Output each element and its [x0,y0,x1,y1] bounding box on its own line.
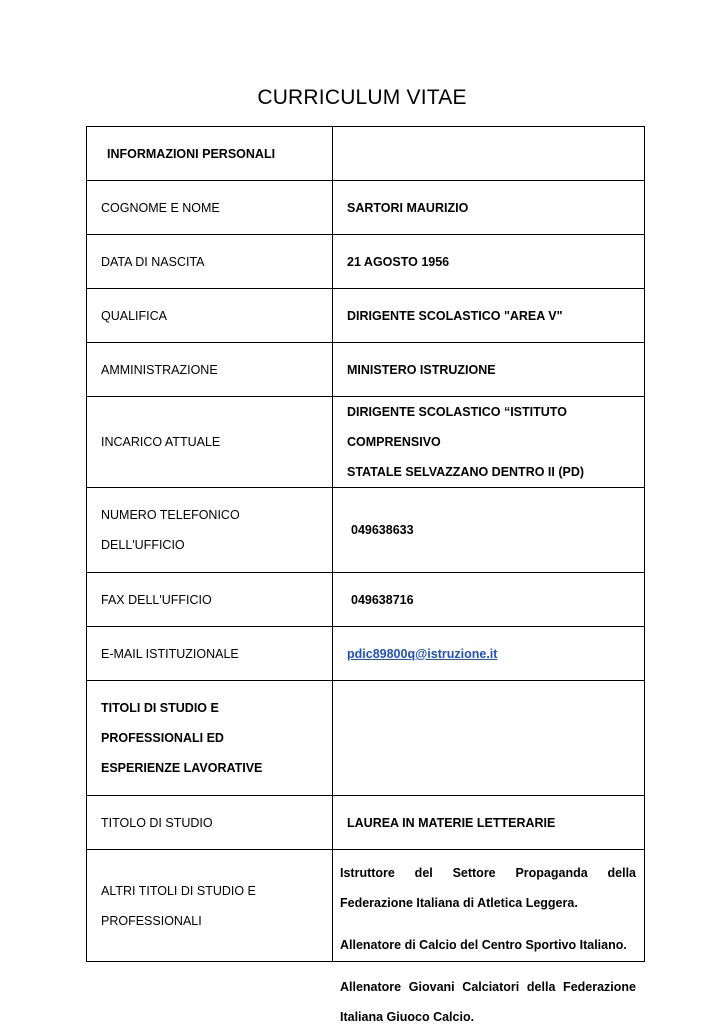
section-header-line: ESPERIENZE LAVORATIVE [101,761,263,775]
row-value [333,627,645,681]
row-label: AMMINISTRAZIONE [87,343,333,397]
empty-cell [333,681,645,796]
row-label: QUALIFICA [87,289,333,343]
empty-cell [333,127,645,181]
list-item: Istruttore del Settore Propaganda della Federazione Italiana di Atletica Leggera. [340,866,636,910]
row-label: FAX DELL'UFFICIO [87,573,333,627]
cv-table [86,126,645,1024]
section-header-line: PROFESSIONALI ED [101,731,224,745]
table-row [87,127,645,181]
list-item: Allenatore Giovani Calciatori della Federazione Italiana Giuoco Calcio. [340,980,636,1024]
label-line: PROFESSIONALI [101,913,202,928]
email-link[interactable]: pdic89800q@istruzione.it [347,646,498,661]
row-label: DATA DI NASCITA [87,235,333,289]
table-row [87,681,645,796]
row-value: SARTORI MAURIZIO [333,181,645,235]
section-header-personal: INFORMAZIONI PERSONALI [87,127,333,181]
table-row [87,488,645,573]
table-row [87,181,645,235]
section-header-studies [87,681,333,796]
section-header-line: TITOLI DI STUDIO E [101,701,219,715]
row-label: TITOLO DI STUDIO [87,796,333,850]
row-label [87,850,333,962]
row-value: LAUREA IN MATERIE LETTERARIE [333,796,645,850]
incarico-line: DIRIGENTE SCOLASTICO “ISTITUTO COMPRENSIVO [347,405,567,449]
list-item: Allenatore di Calcio del Centro Sportivo Italiano. [340,938,627,952]
label-line: NUMERO TELEFONICO [101,508,240,522]
row-value [333,850,645,1024]
row-value: 049638716 [333,573,645,627]
row-label [87,488,333,573]
document-title: CURRICULUM VITAE [257,86,467,109]
table-row [87,289,645,343]
row-label: COGNOME E NOME [87,181,333,235]
row-value: 049638633 [333,488,645,573]
row-value [333,397,645,488]
table-row [87,796,645,850]
row-value: MINISTERO ISTRUZIONE [333,343,645,397]
row-label: INCARICO ATTUALE [87,397,333,488]
table-row [87,397,645,488]
row-value: DIRIGENTE SCOLASTICO "AREA V" [333,289,645,343]
label-line: ALTRI TITOLI DI STUDIO E [101,883,256,898]
other-titles-list [340,850,636,1024]
label-line: DELL'UFFICIO [101,538,185,552]
row-label: E-MAIL ISTITUZIONALE [87,627,333,681]
table-row [87,235,645,289]
table-row [87,343,645,397]
table-row [87,573,645,627]
incarico-line: STATALE SELVAZZANO DENTRO II (PD) [347,465,585,479]
row-value: 21 AGOSTO 1956 [333,235,645,289]
table-row [87,627,645,681]
table-row [87,850,645,962]
